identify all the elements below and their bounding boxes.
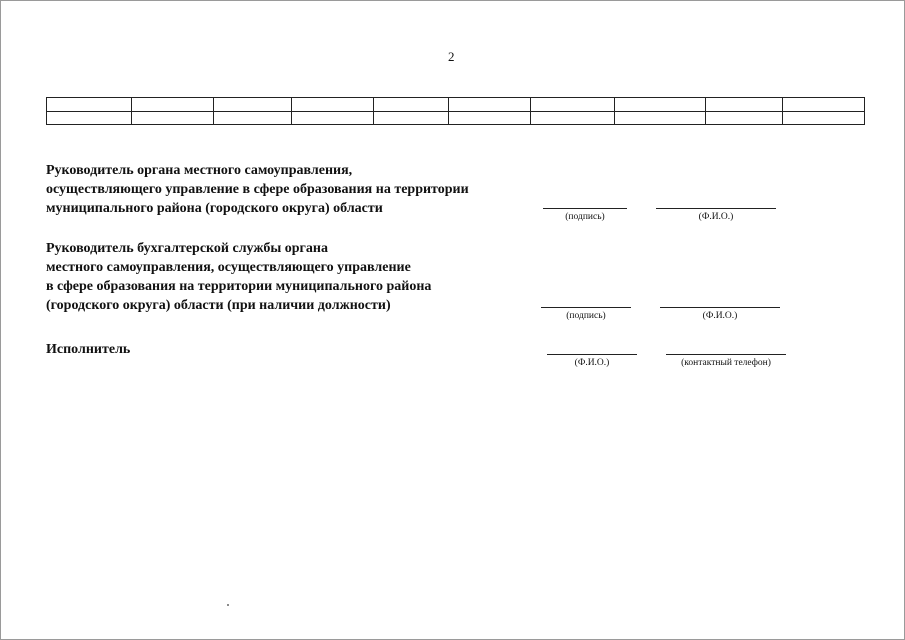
table-cell (214, 98, 292, 112)
name-caption: (Ф.И.О.) (574, 358, 610, 368)
table-cell (531, 111, 615, 125)
signature-caption: (подпись) (565, 212, 605, 222)
table-cell (706, 98, 783, 112)
name-line (656, 208, 776, 209)
table-row (47, 111, 865, 125)
table-cell (132, 98, 214, 112)
table-cell (47, 111, 132, 125)
table-cell (132, 111, 214, 125)
signatory-2-line: местного самоуправления, осуществляющего управление (46, 260, 411, 275)
table-cell (783, 98, 865, 112)
signatory-1-line: осуществляющего управление в сфере образования на территории (46, 182, 469, 197)
table-cell (47, 98, 132, 112)
phone-caption: (контактный телефон) (681, 358, 771, 368)
table-cell (449, 111, 531, 125)
table-cell (783, 111, 865, 125)
table-cell (292, 111, 374, 125)
executor-label: Исполнитель (46, 342, 131, 357)
signature-caption: (подпись) (566, 311, 606, 321)
signatory-2-line: (городского округа) области (при наличии должности) (46, 298, 391, 313)
table-cell (374, 98, 449, 112)
signature-line (541, 307, 631, 308)
name-line (547, 354, 637, 355)
name-line (660, 307, 780, 308)
signatory-2-line: Руководитель бухгалтерской службы органа (46, 241, 328, 256)
phone-line (666, 354, 786, 355)
table-row (47, 98, 865, 112)
signatory-2-name-field[interactable] (660, 307, 780, 322)
signatory-1-name-field[interactable] (656, 208, 776, 223)
table-cell (706, 111, 783, 125)
table-cell (615, 98, 706, 112)
name-caption: (Ф.И.О.) (698, 212, 734, 222)
signatory-1-line: Руководитель органа местного самоуправления, (46, 163, 353, 178)
executor-phone-field[interactable] (666, 354, 786, 369)
signatory-1-line: муниципального района (городского округа) области (46, 201, 383, 216)
signatory-1-signature-field[interactable] (543, 208, 627, 223)
signatory-2-line: в сфере образования на территории муниципального района (46, 279, 432, 294)
signatory-2-signature-field[interactable] (541, 307, 631, 322)
executor-name-field[interactable] (547, 354, 637, 369)
signatory-2-title (46, 239, 431, 315)
table-cell (292, 98, 374, 112)
table-cell (374, 111, 449, 125)
empty-grid-table (46, 97, 865, 125)
signatory-1-title (46, 161, 469, 218)
table-cell (214, 111, 292, 125)
name-caption: (Ф.И.О.) (702, 311, 738, 321)
table-cell (531, 98, 615, 112)
page-number: 2 (448, 49, 455, 64)
table-cell (615, 111, 706, 125)
scan-speck (227, 604, 229, 606)
signature-line (543, 208, 627, 209)
table-cell (449, 98, 531, 112)
